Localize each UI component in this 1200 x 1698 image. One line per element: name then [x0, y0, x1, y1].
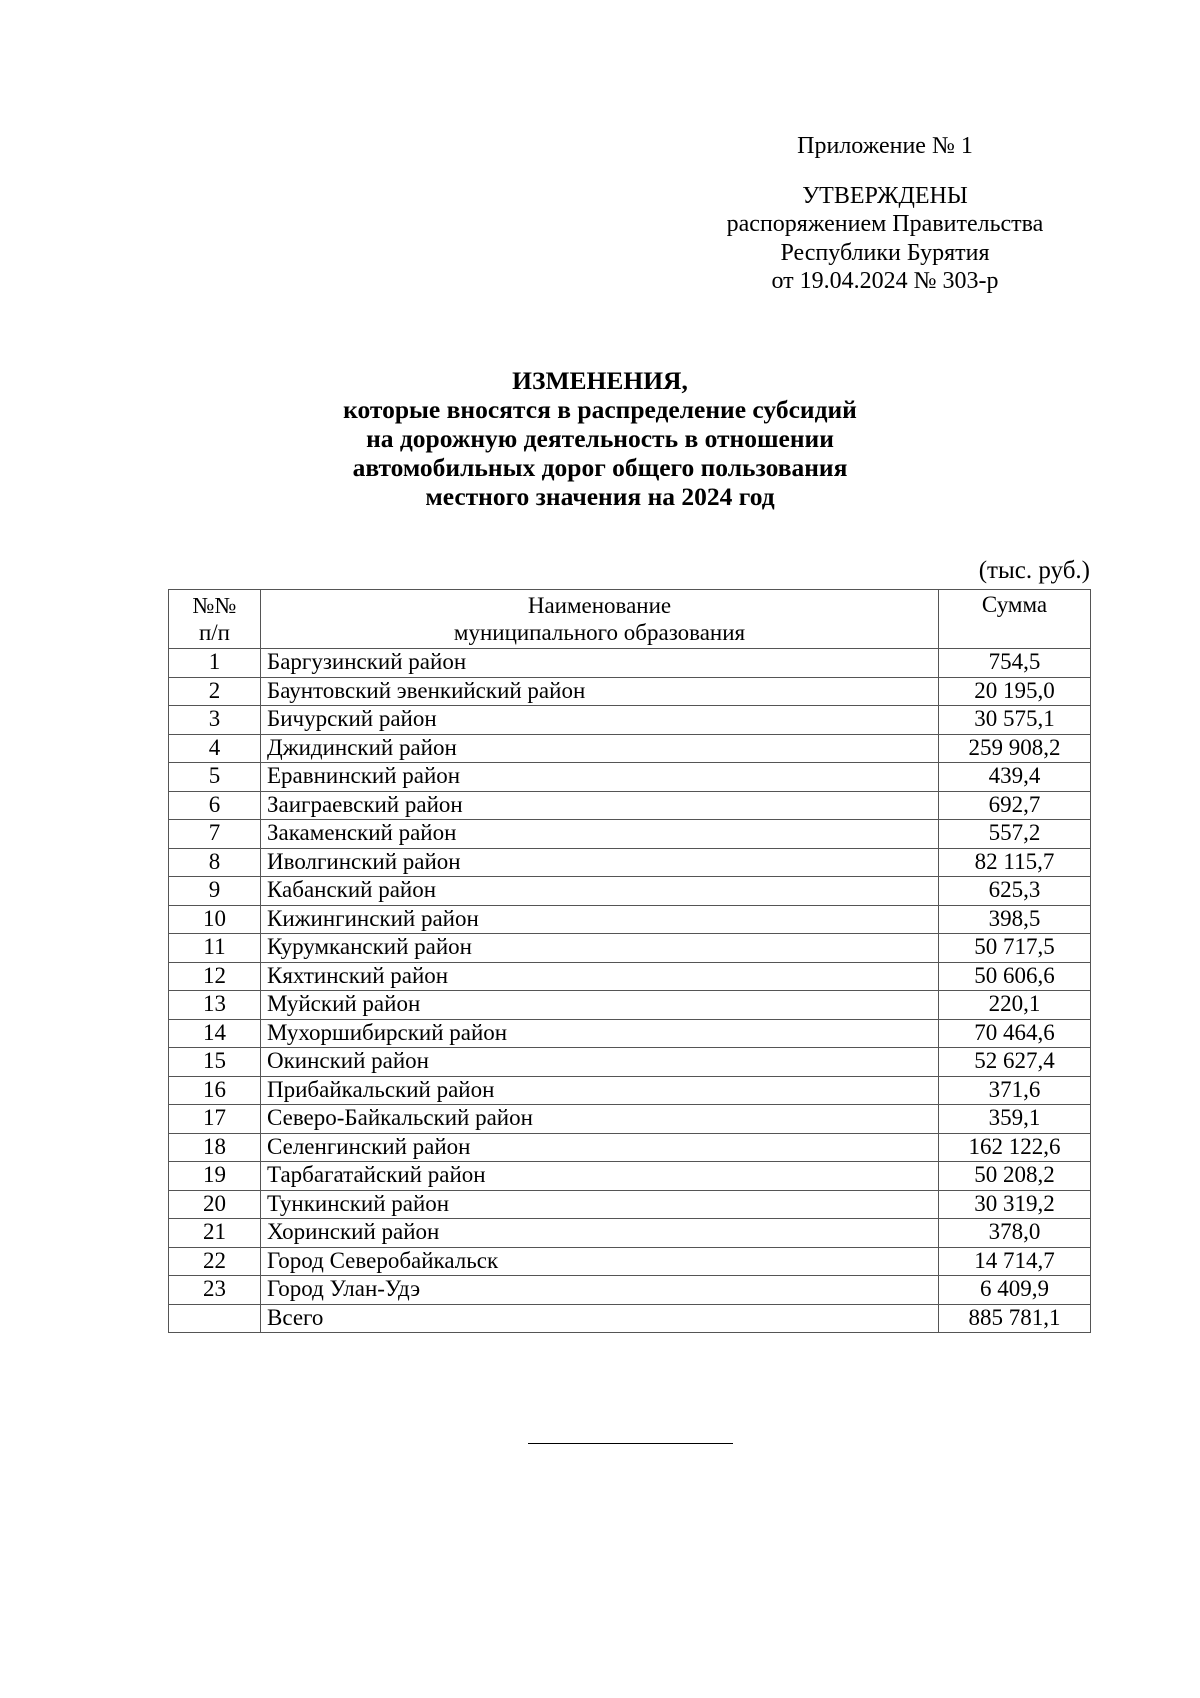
title-line-2: которые вносятся в распределение субсидий — [343, 395, 857, 424]
document-title — [150, 366, 1050, 511]
row-number: 22 — [169, 1247, 261, 1276]
row-sum: 30 575,1 — [939, 706, 1091, 735]
row-sum: 82 115,7 — [939, 848, 1091, 877]
row-number: 7 — [169, 820, 261, 849]
row-sum: 625,3 — [939, 877, 1091, 906]
row-name: Кяхтинский район — [261, 962, 939, 991]
total-row — [169, 1304, 1091, 1333]
header-name-line-1: Наименование — [527, 593, 672, 618]
row-number: 4 — [169, 734, 261, 763]
row-sum: 378,0 — [939, 1219, 1091, 1248]
row-name: Всего — [261, 1304, 939, 1333]
row-sum: 20 195,0 — [939, 677, 1091, 706]
row-name: Заиграевский район — [261, 791, 939, 820]
row-name: Прибайкальский район — [261, 1076, 939, 1105]
header-name-line-2: муниципального образования — [453, 620, 746, 645]
table-row — [169, 1105, 1091, 1134]
row-sum: 692,7 — [939, 791, 1091, 820]
table-body — [169, 649, 1091, 1333]
row-sum: 52 627,4 — [939, 1048, 1091, 1077]
row-sum: 754,5 — [939, 649, 1091, 678]
header-sum: Сумма — [939, 590, 1091, 649]
row-name: Тарбагатайский район — [261, 1162, 939, 1191]
row-number: 1 — [169, 649, 261, 678]
table-row — [169, 905, 1091, 934]
row-sum: 14 714,7 — [939, 1247, 1091, 1276]
title-line-4: автомобильных дорог общего пользования — [352, 453, 848, 482]
approval-date: от 19.04.2024 № 303-р — [771, 268, 999, 294]
row-number: 10 — [169, 905, 261, 934]
title-line-5: местного значения на 2024 год — [425, 482, 775, 511]
row-name: Еравнинский район — [261, 763, 939, 792]
title-line-1: ИЗМЕНЕНИЯ, — [512, 366, 688, 395]
approval-line-2: Республики Бурятия — [780, 239, 990, 266]
row-name: Окинский район — [261, 1048, 939, 1077]
table-row — [169, 1190, 1091, 1219]
row-name: Селенгинский район — [261, 1133, 939, 1162]
row-sum: 557,2 — [939, 820, 1091, 849]
header-number-line-1: №№ — [192, 593, 237, 618]
row-name: Кабанский район — [261, 877, 939, 906]
row-sum: 50 208,2 — [939, 1162, 1091, 1191]
header-name — [261, 590, 939, 649]
row-sum: 162 122,6 — [939, 1133, 1091, 1162]
table-row — [169, 677, 1091, 706]
table-row — [169, 734, 1091, 763]
table-row — [169, 1133, 1091, 1162]
table-row — [169, 848, 1091, 877]
annex-label: Приложение № 1 — [797, 133, 973, 159]
title-line-3: на дорожную деятельность в отношении — [366, 424, 834, 453]
subsidy-table — [168, 589, 1091, 1333]
row-name: Город Северобайкальск — [261, 1247, 939, 1276]
row-number: 21 — [169, 1219, 261, 1248]
row-number: 17 — [169, 1105, 261, 1134]
row-name: Бичурский район — [261, 706, 939, 735]
row-number: 12 — [169, 962, 261, 991]
row-name: Мухоршибирский район — [261, 1019, 939, 1048]
row-name: Баргузинский район — [261, 649, 939, 678]
table-row — [169, 1019, 1091, 1048]
row-number: 18 — [169, 1133, 261, 1162]
row-sum: 50 606,6 — [939, 962, 1091, 991]
row-sum: 371,6 — [939, 1076, 1091, 1105]
row-number: 20 — [169, 1190, 261, 1219]
row-name: Муйский район — [261, 991, 939, 1020]
unit-label: (тыс. руб.) — [978, 557, 1090, 584]
table-row — [169, 1276, 1091, 1305]
row-sum: 50 717,5 — [939, 934, 1091, 963]
row-name: Тункинский район — [261, 1190, 939, 1219]
row-name: Кижингинский район — [261, 905, 939, 934]
row-name: Город Улан-Удэ — [261, 1276, 939, 1305]
row-number: 11 — [169, 934, 261, 963]
row-sum: 220,1 — [939, 991, 1091, 1020]
row-number: 14 — [169, 1019, 261, 1048]
row-number — [169, 1304, 261, 1333]
row-number: 15 — [169, 1048, 261, 1077]
table-row — [169, 706, 1091, 735]
table-row — [169, 820, 1091, 849]
row-sum: 885 781,1 — [939, 1304, 1091, 1333]
row-name: Хоринский район — [261, 1219, 939, 1248]
row-number: 23 — [169, 1276, 261, 1305]
row-name: Северо-Байкальский район — [261, 1105, 939, 1134]
table-row — [169, 763, 1091, 792]
row-name: Курумканский район — [261, 934, 939, 963]
table-row — [169, 934, 1091, 963]
row-number: 8 — [169, 848, 261, 877]
header-number-line-2: п/п — [198, 620, 230, 645]
table-row — [169, 1219, 1091, 1248]
approval-line-1: распоряжением Правительства — [726, 211, 1044, 237]
table-row — [169, 962, 1091, 991]
row-sum: 398,5 — [939, 905, 1091, 934]
row-number: 16 — [169, 1076, 261, 1105]
row-name: Иволгинский район — [261, 848, 939, 877]
row-name: Закаменский район — [261, 820, 939, 849]
table-row — [169, 649, 1091, 678]
row-sum: 259 908,2 — [939, 734, 1091, 763]
table-row — [169, 1162, 1091, 1191]
row-number: 5 — [169, 763, 261, 792]
row-sum: 30 319,2 — [939, 1190, 1091, 1219]
row-number: 2 — [169, 677, 261, 706]
table-header-row — [169, 590, 1091, 649]
table-row — [169, 791, 1091, 820]
table-row — [169, 1247, 1091, 1276]
row-name: Джидинский район — [261, 734, 939, 763]
table-row — [169, 1048, 1091, 1077]
header-number — [169, 590, 261, 649]
table-row — [169, 877, 1091, 906]
row-number: 6 — [169, 791, 261, 820]
row-number: 3 — [169, 706, 261, 735]
row-sum: 359,1 — [939, 1105, 1091, 1134]
row-number: 19 — [169, 1162, 261, 1191]
closing-rule — [528, 1443, 733, 1444]
row-sum: 6 409,9 — [939, 1276, 1091, 1305]
row-sum: 70 464,6 — [939, 1019, 1091, 1048]
row-sum: 439,4 — [939, 763, 1091, 792]
table-row — [169, 1076, 1091, 1105]
approved-label: УТВЕРЖДЕНЫ — [802, 182, 968, 209]
row-number: 13 — [169, 991, 261, 1020]
table-row — [169, 991, 1091, 1020]
approval-block — [720, 132, 1050, 296]
row-name: Баунтовский эвенкийский район — [261, 677, 939, 706]
row-number: 9 — [169, 877, 261, 906]
